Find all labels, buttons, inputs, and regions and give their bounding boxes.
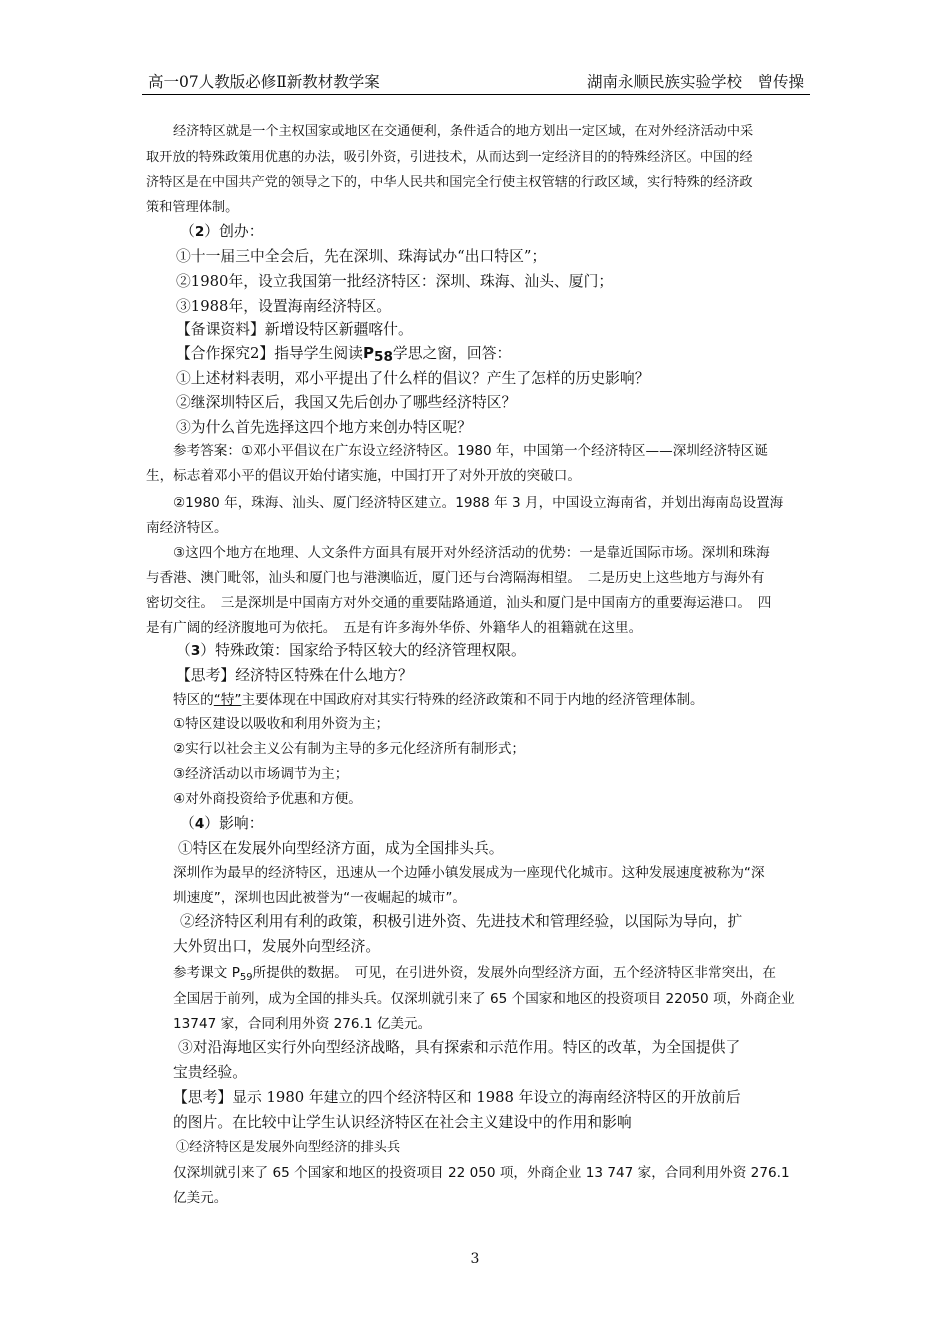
section-number: 2 (194, 224, 205, 240)
think-prompt-2-line-2: 的图片。在比较中让学生认识经济特区在社会主义建设中的作用和影响 (173, 1114, 632, 1131)
impact-1: ①特区在发展外向型经济方面，成为全国排头兵。 (178, 840, 504, 857)
special-explanation (0, 692, 950, 708)
special-point-1: ①特区建设以吸收和利用外资为主； (173, 716, 390, 732)
question-1: ①上述材料表明，邓小平提出了什么样的倡议？产生了怎样的历史影响？ (176, 370, 650, 387)
textbook-ref-body: 所提供的数据。 可见，在引进外资，发展外向型经济方面，五个经济特区非常突出，在 (252, 965, 776, 981)
final-data-line-2: 亿美元。 (173, 1190, 228, 1206)
page-ref-letter: P (362, 344, 374, 362)
question-2: ②继深圳特区后，我国又先后创办了哪些经济特区？ (176, 394, 517, 411)
page-header (142, 68, 810, 95)
impact-2-line-2: 大外贸出口，发展外向型经济。 (173, 938, 381, 955)
impact-3-line-2: 宝贵经验。 (173, 1064, 247, 1081)
inquiry-label: 【合作探究2】指导学生阅读 (176, 345, 363, 362)
impact-2-line-1: ②经济特区利用有利的政策，积极引进外资、先进技术和管理经验，以国际为导向，扩 (180, 913, 743, 930)
special-point-2: ②实行以社会主义公有制为主导的多元化经济所有制形式； (173, 741, 526, 757)
think-prompt-1: 【思考】经济特区特殊在什么地方？ (176, 667, 413, 684)
page-ref-number: 58 (373, 349, 393, 365)
section-title: 特殊政策：国家给予特区较大的经济管理权限。 (215, 642, 526, 659)
answer-3-line-3: 密切交往。 三是深圳是中国南方对外交通的重要陆路通道，汕头和厦门是中国南方的重要海运港口。 四 (146, 595, 772, 611)
special-point-4: ④对外商投资给予优惠和方便。 (173, 791, 362, 807)
founding-item-2: ②1980年，设立我国第一批经济特区：深圳、珠海、汕头、厦门； (176, 273, 614, 290)
special-keyword: “特” (213, 692, 242, 708)
section-number: 3 (190, 643, 201, 659)
definition-line-3: 济特区是在中国共产党的领导之下的，中华人民共和国完全行使主权管辖的行政区域，实行特殊的经济政 (146, 175, 753, 190)
question-3: ③为什么首先选择这四个地方来创办特区呢？ (176, 419, 472, 436)
header-school-author: 湖南永顺民族实验学校 曾传操 (586, 73, 804, 91)
final-data-line-1: 仅深圳就引来了 65 个国家和地区的投资项目 22 050 项，外商企业 13 747 家，合同利用外资 276.1 (173, 1165, 790, 1181)
section-heading-special-policy: （3）特殊政策：国家给予特区较大的经济管理权限。 (176, 642, 526, 659)
answer-1-line-1: 参考答案：①邓小平倡议在广东设立经济特区。1980 年，中国第一个经济特区——深圳经济特区诞 (173, 443, 768, 459)
textbook-ref-prefix: 参考课文 P (173, 965, 240, 981)
section-heading-founding: （2）创办： (180, 223, 264, 240)
section-heading-impact: （4）影响： (180, 815, 264, 832)
cooperative-inquiry-prompt (0, 344, 950, 365)
answer-2-line-2: 南经济特区。 (146, 520, 228, 536)
pioneer-statement: ①经济特区是发展外向型经济的排头兵 (176, 1140, 401, 1155)
section-title: 影响： (219, 815, 264, 832)
textbook-data-line-3: 13747 家，合同利用外资 276.1 亿美元。 (173, 1016, 432, 1032)
think-prompt-2-line-1: 【思考】显示 1980 年建立的四个经济特区和 1988 年设立的海南经济特区的开放前后 (173, 1089, 741, 1106)
textbook-data-line-2: 全国居于前列，成为全国的排头兵。仅深圳就引来了 65 个国家和地区的投资项目 22050 项，外商企业 (173, 991, 795, 1007)
section-number: 4 (194, 816, 205, 832)
answer-3-line-2: 与香港、澳门毗邻，汕头和厦门也与港澳临近，厦门还与台湾隔海相望。 二是历史上这些地方与海外有 (146, 570, 765, 586)
header-course-title: 高一07人教版必修Ⅱ新教材教学案 (148, 73, 380, 91)
inquiry-instruction: 学思之窗，回答： (392, 345, 512, 362)
definition-line-4: 策和管理体制。 (146, 200, 239, 215)
special-explanation-body: 主要体现在中国政府对其实行特殊的经济政策和不同于内地的经济管理体制。 (241, 692, 704, 708)
prep-material-note: 【备课资料】新增设特区新疆喀什。 (176, 321, 413, 338)
answer-3-line-4: 是有广阔的经济腹地可为依托。 五是有许多海外华侨、外籍华人的祖籍就在这里。 (146, 620, 643, 636)
special-point-3: ③经济活动以市场调节为主； (173, 766, 349, 782)
special-explanation-prefix: 特区的 (173, 692, 214, 708)
shenzhen-line-2: 圳速度”，深圳也因此被誉为“一夜崛起的城市”。 (173, 890, 467, 906)
textbook-data-line-1 (0, 965, 950, 984)
definition-line-1: 经济特区就是一个主权国家或地区在交通便利，条件适合的地方划出一定区域，在对外经济活动中采 (173, 124, 754, 139)
definition-line-2: 取开放的特殊政策用优惠的办法，吸引外资，引进技术，从而达到一定经济目的的特殊经济区。中国的经 (146, 150, 753, 165)
answer-1-line-2: 生，标志着邓小平的倡议开始付诸实施，中国打开了对外开放的突破口。 (146, 468, 581, 484)
answer-2-line-1: ②1980 年，珠海、汕头、厦门经济特区建立。1988 年 3 月，中国设立海南省，并划出海南岛设置海 (173, 495, 784, 511)
page-number: 3 (470, 1251, 480, 1267)
shenzhen-line-1: 深圳作为最早的经济特区，迅速从一个边陲小镇发展成为一座现代化城市。这种发展速度被称为“深 (173, 865, 765, 881)
founding-item-3: ③1988年，设置海南经济特区。 (176, 298, 392, 315)
impact-3-line-1: ③对沿海地区实行外向型经济战略，具有探索和示范作用。特区的改革，为全国提供了 (178, 1039, 741, 1056)
founding-item-1: ①十一届三中全会后，先在深圳、珠海试办“出口特区”； (176, 248, 547, 265)
answer-3-line-1: ③这四个地方在地理、人文条件方面具有展开对外经济活动的优势：一是靠近国际市场。深圳和珠海 (173, 545, 770, 561)
textbook-ref-page: 59 (239, 972, 253, 983)
section-title: 创办： (219, 223, 264, 240)
